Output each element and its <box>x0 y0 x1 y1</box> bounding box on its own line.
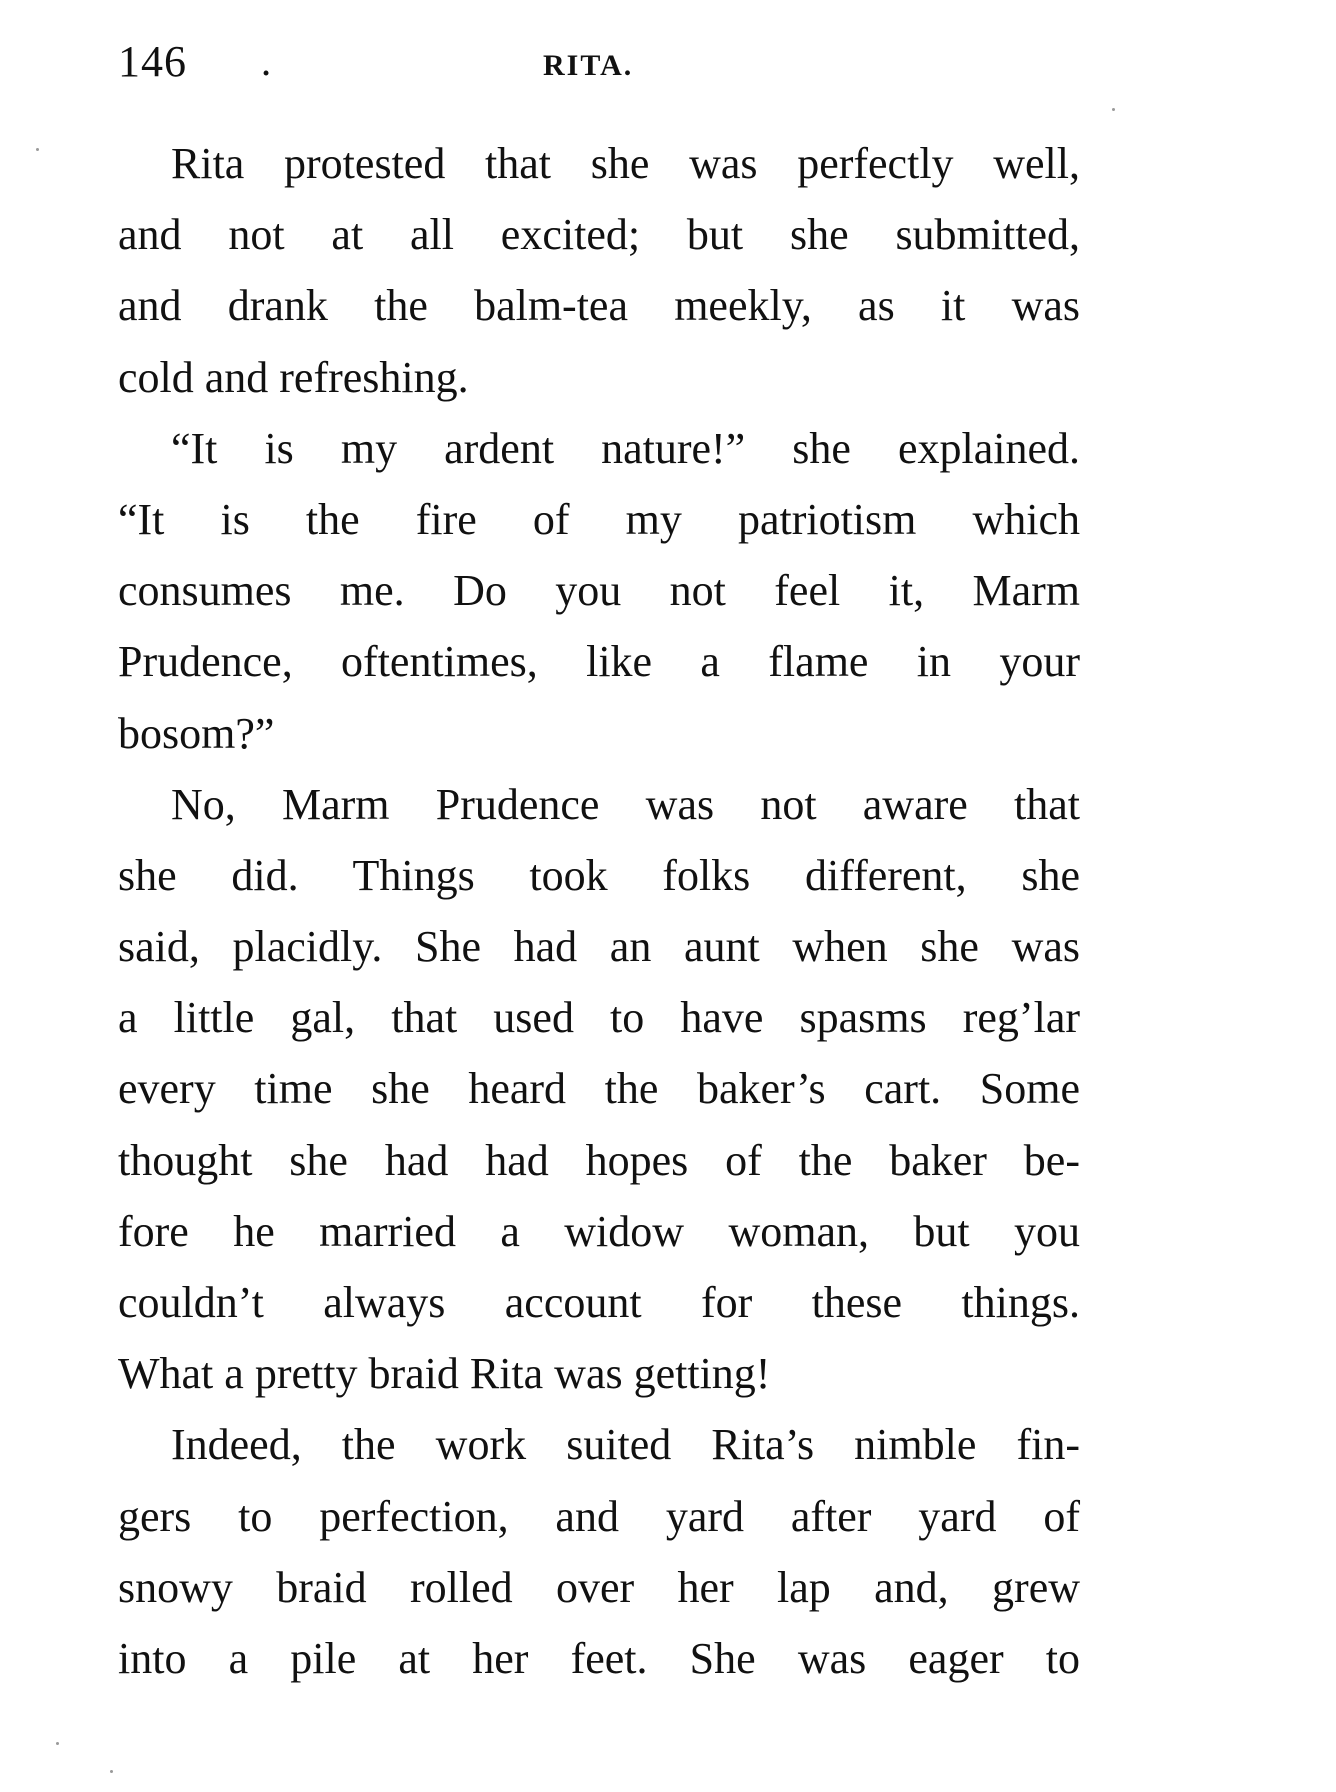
text-line: cold and refreshing. <box>118 352 469 402</box>
paragraph-4 <box>118 1409 1080 1694</box>
text-line: bosom?” <box>118 708 275 758</box>
text-line: “It is the fire of my patriotism which <box>118 494 1080 544</box>
text-line: thought she had had hopes of the baker be- <box>118 1135 1080 1185</box>
body-text <box>118 128 1080 1694</box>
print-speck <box>56 1742 59 1745</box>
print-speck <box>110 1770 113 1773</box>
paragraph-2 <box>118 413 1080 769</box>
text-line: and drank the balm-tea meekly, as it was <box>118 281 1080 331</box>
paragraph-1 <box>118 128 1080 413</box>
text-line: What a pretty braid Rita was getting! <box>118 1349 771 1399</box>
text-line: every time she heard the baker’s cart. Some <box>118 1064 1080 1114</box>
print-speck <box>36 148 39 151</box>
text-line: couldn’t always account for these things. <box>118 1278 1080 1327</box>
text-line: fore he married a widow woman, but you <box>118 1206 1080 1256</box>
paragraph-3 <box>118 769 1080 1410</box>
text-line: “It is my ardent nature!” she explained. <box>171 423 1080 473</box>
text-line: and not at all excited; but she submitted, <box>118 210 1080 260</box>
running-header <box>118 32 1078 92</box>
text-line: Rita protested that she was perfectly well, <box>171 139 1080 188</box>
text-line: Indeed, the work suited Rita’s nimble fin- <box>171 1420 1080 1470</box>
text-line: consumes me. Do you not feel it, Marm <box>118 566 1080 616</box>
text-line: Prudence, oftentimes, like a flame in your <box>118 637 1080 687</box>
text-line: she did. Things took folks different, she <box>118 850 1080 900</box>
page-number: 146 <box>118 37 187 86</box>
header-dot: . <box>260 40 273 84</box>
text-line: into a pile at her feet. She was eager to <box>118 1633 1080 1683</box>
text-line: said, placidly. She had an aunt when she was <box>118 922 1080 972</box>
text-line: No, Marm Prudence was not aware that <box>171 779 1080 829</box>
running-title: RITA. <box>543 49 634 82</box>
print-speck <box>1112 108 1115 111</box>
text-line: snowy braid rolled over her lap and, grew <box>118 1562 1080 1612</box>
text-line: a little gal, that used to have spasms reg’lar <box>118 993 1080 1043</box>
text-line: gers to perfection, and yard after yard of <box>118 1491 1080 1541</box>
